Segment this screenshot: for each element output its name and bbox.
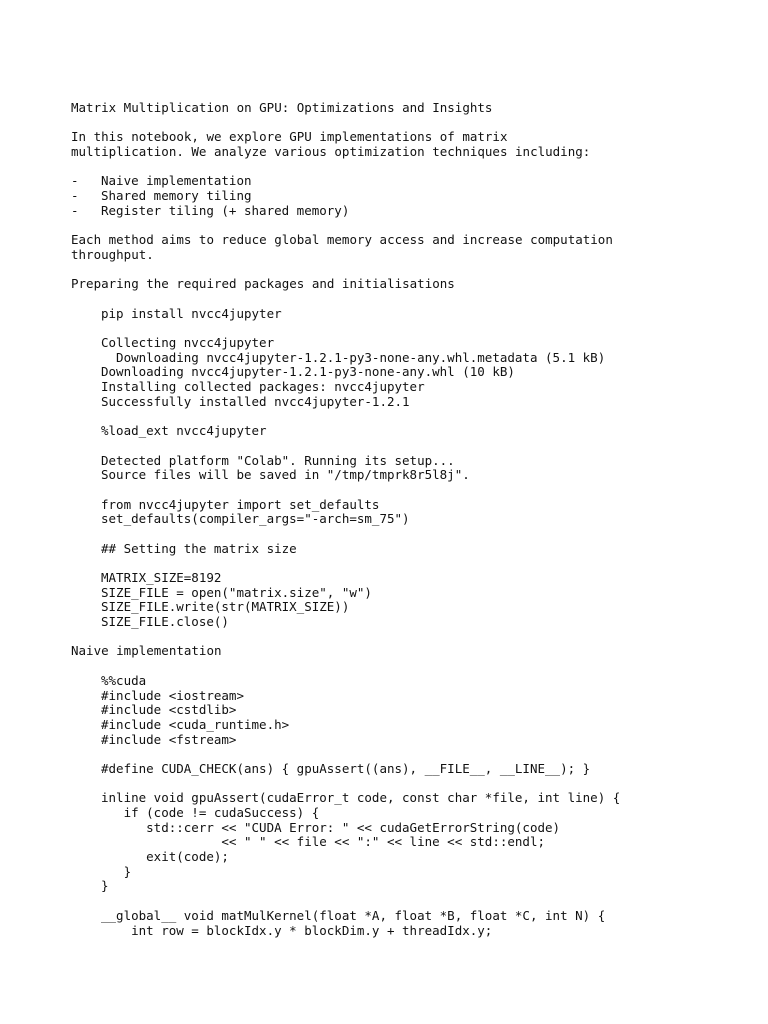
intro-line: In this notebook, we explore GPU implementations of matrix (71, 129, 508, 145)
output-line: Successfully installed nvcc4jupyter-1.2.1 (101, 393, 410, 409)
code-line: int row = blockIdx.y * blockDim.y + threadIdx.y; (101, 922, 493, 938)
cell-output-load-ext (71, 454, 711, 483)
section-heading-prep: Preparing the required packages and initialisations (71, 276, 455, 292)
code-line: std::cerr << "CUDA Error: " << cudaGetErrorString(code) (101, 819, 561, 835)
output-line: Collecting nvcc4jupyter (101, 335, 275, 350)
code-line: } (101, 863, 132, 879)
section-heading-naive: Naive implementation (71, 643, 222, 659)
spacer (71, 556, 711, 571)
code-line: %%cuda (101, 672, 147, 688)
list-item (71, 189, 711, 204)
spacer (71, 160, 711, 175)
code-line: ## Setting the matrix size (101, 540, 297, 556)
spacer (101, 777, 711, 792)
spacer (71, 292, 711, 307)
spacer (101, 894, 711, 909)
code-line: inline void gpuAssert(cudaError_t code, const char *file, int line) { (101, 790, 621, 806)
code-cell-matrix-size[interactable] (71, 571, 711, 630)
code-line: exit(code); (101, 849, 229, 865)
code-line: if (code != cudaSuccess) { (101, 805, 320, 820)
code-cell-load-ext[interactable] (71, 424, 711, 439)
bullet-marker: - (71, 173, 79, 189)
spacer (71, 409, 711, 424)
code-line: __global__ void matMulKernel(float *A, float *B, float *C, int N) { (101, 907, 606, 923)
code-line: #include <cuda_runtime.h> (101, 716, 290, 732)
output-line: Detected platform "Colab". Running its setup... (101, 452, 455, 468)
code-line: << " " << file << ":" << line << std::endl; (101, 834, 546, 850)
spacer (71, 630, 711, 645)
code-cell-defaults[interactable] (71, 498, 711, 527)
code-line: #define CUDA_CHECK(ans) { gpuAssert((ans), __FILE__, __LINE__); } (101, 760, 591, 776)
output-line: Installing collected packages: nvcc4jupyter (101, 379, 425, 395)
code-cell-pip[interactable] (71, 307, 711, 322)
code-line: } (101, 878, 109, 894)
list-item-label: Naive implementation (101, 173, 252, 189)
page-title: Matrix Multiplication on GPU: Optimizations and Insights (71, 100, 493, 115)
code-line: SIZE_FILE.write(str(MATRIX_SIZE)) (101, 599, 350, 615)
list-item-label: Register tiling (+ shared memory) (101, 202, 350, 218)
aim-line: throughput. (71, 246, 154, 262)
code-line: SIZE_FILE = open("matrix.size", "w") (101, 584, 372, 600)
code-line: pip install nvcc4jupyter (101, 305, 282, 321)
code-line: #include <fstream> (101, 731, 237, 747)
code-line: SIZE_FILE.close() (101, 614, 229, 630)
list-item-label: Shared memory tiling (101, 188, 252, 204)
notebook-document (71, 101, 711, 938)
code-line: from nvcc4jupyter import set_defaults (101, 496, 380, 512)
spacer (101, 747, 711, 762)
spacer (71, 659, 711, 674)
spacer (71, 439, 711, 454)
code-line: #include <iostream> (101, 687, 244, 703)
spacer (71, 116, 711, 131)
output-line: Downloading nvcc4jupyter-1.2.1-py3-none-any.whl (10 kB) (101, 364, 515, 380)
code-cell-cuda[interactable] (71, 674, 711, 938)
aim-line: Each method aims to reduce global memory access and increase computation (71, 232, 613, 248)
intro-line: multiplication. We analyze various optimization techniques including: (71, 144, 591, 160)
bullet-marker: - (71, 188, 79, 204)
cell-output-pip (71, 336, 711, 409)
spacer (71, 321, 711, 336)
output-line: Downloading nvcc4jupyter-1.2.1-py3-none-any.whl.metadata (5.1 kB) (101, 349, 606, 365)
code-cell-matrix-comment[interactable] (71, 542, 711, 557)
output-line: Source files will be saved in "/tmp/tmprk8r5l8j". (101, 467, 470, 483)
spacer (71, 263, 711, 278)
list-item (71, 204, 711, 219)
spacer (71, 219, 711, 234)
bullet-marker: - (71, 202, 79, 218)
code-line: set_defaults(compiler_args="-arch=sm_75") (101, 511, 410, 527)
spacer (71, 527, 711, 542)
spacer (71, 483, 711, 498)
code-line: %load_ext nvcc4jupyter (101, 423, 267, 439)
code-line: #include <cstdlib> (101, 702, 237, 718)
code-line: MATRIX_SIZE=8192 (101, 570, 222, 585)
list-item (71, 174, 711, 189)
